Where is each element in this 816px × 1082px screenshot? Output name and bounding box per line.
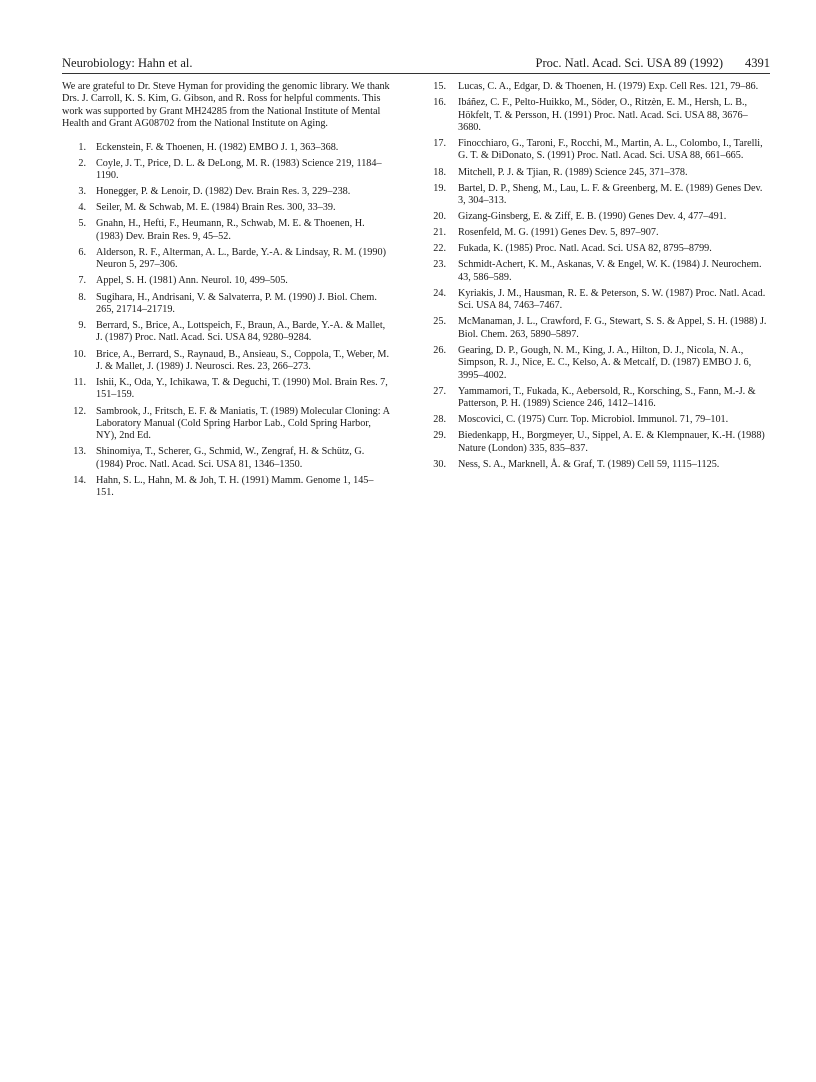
reference-number: 1 . bbox=[62, 142, 86, 154]
reference-number: 23 . bbox=[424, 259, 446, 271]
reference-number: 29 . bbox=[424, 430, 446, 442]
reference-text: Sambrook, J., Fritsch, E. F. & Maniatis, T. (1989) Molecular Cloning: A Laboratory Manual (Cold Spring Harbor Lab., Cold Spring Harbor, NY), 2nd Ed. bbox=[96, 405, 390, 442]
reference-item bbox=[424, 167, 770, 179]
reference-text: Bartel, D. P., Sheng, M., Lau, L. F. & Greenberg, M. E. (1989) Genes Dev. 3, 304–313. bbox=[458, 182, 763, 206]
reference-text: Gearing, D. P., Gough, N. M., King, J. A., Hilton, D. J., Nicola, N. A., Simpson, R. J., Nice, E. C., Kelso, A. & Metcalf, D. (1987) EMBO J. 6, 3995–4002. bbox=[458, 344, 752, 381]
reference-item bbox=[62, 275, 390, 287]
reference-text: Rosenfeld, M. G. (1991) Genes Dev. 5, 897–907. bbox=[458, 227, 659, 239]
header-rule bbox=[62, 73, 770, 74]
reference-text: Honegger, P. & Lenoir, D. (1982) Dev. Brain Res. 3, 229–238. bbox=[96, 186, 351, 198]
reference-number: 28 . bbox=[424, 414, 446, 426]
reference-text: Seiler, M. & Schwab, M. E. (1984) Brain Res. 300, 33–39. bbox=[96, 202, 336, 214]
reference-item bbox=[424, 345, 770, 382]
reference-text: Ness, S. A., Marknell, Å. & Graf, T. (1989) Cell 59, 1115–1125. bbox=[458, 458, 720, 470]
reference-number: 5 . bbox=[62, 218, 86, 230]
reference-text: Gnahn, H., Hefti, F., Heumann, R., Schwab, M. E. & Thoenen, H. (1983) Dev. Brain Res. 9, 45–52. bbox=[96, 218, 365, 242]
reference-number: 16 . bbox=[424, 97, 446, 109]
reference-number: 27 . bbox=[424, 386, 446, 398]
reference-text: Shinomiya, T., Scherer, G., Schmid, W., Zengraf, H. & Schütz, G. (1984) Proc. Natl. Acad. Sci. USA 81, 1346–1350. bbox=[96, 446, 365, 470]
reference-text: Schmidt-Achert, K. M., Askanas, V. & Engel, W. K. (1984) J. Neurochem. 43, 586–589. bbox=[458, 259, 762, 283]
right-column bbox=[424, 81, 770, 475]
reference-text: Lucas, C. A., Edgar, D. & Thoenen, H. (1979) Exp. Cell Res. 121, 79–86. bbox=[458, 81, 759, 92]
reference-list-left bbox=[62, 142, 390, 500]
reference-item bbox=[62, 406, 390, 443]
reference-text: McManaman, J. L., Crawford, F. G., Stewart, S. S. & Appel, S. H. (1988) J. Biol. Chem. 263, 5890–5897. bbox=[458, 316, 767, 340]
reference-item bbox=[62, 202, 390, 214]
reference-text: Coyle, J. T., Price, D. L. & DeLong, M. R. (1983) Science 219, 1184–1190. bbox=[96, 157, 382, 182]
reference-item bbox=[62, 292, 390, 317]
reference-number: 22 . bbox=[424, 243, 446, 255]
reference-item bbox=[424, 386, 770, 411]
reference-number: 25 . bbox=[424, 316, 446, 328]
reference-number: 17 . bbox=[424, 138, 446, 150]
reference-number: 18 . bbox=[424, 167, 446, 179]
reference-text: Biedenkapp, H., Borgmeyer, U., Sippel, A. E. & Klempnauer, K.-H. (1988) Nature (London) 335, 835–837. bbox=[458, 430, 765, 454]
reference-text: Gizang-Ginsberg, E. & Ziff, E. B. (1990) Genes Dev. 4, 477–491. bbox=[458, 211, 727, 223]
reference-item bbox=[424, 183, 770, 208]
reference-number: 2 . bbox=[62, 158, 86, 170]
reference-number: 30 . bbox=[424, 459, 446, 471]
reference-item bbox=[424, 259, 770, 284]
reference-number: 8 . bbox=[62, 292, 86, 304]
reference-item bbox=[424, 81, 770, 93]
reference-number: 12 . bbox=[62, 406, 86, 418]
reference-number: 11 . bbox=[62, 377, 86, 389]
reference-text: Berrard, S., Brice, A., Lottspeich, F., Braun, A., Barde, Y.-A. & Mallet, J. (1987) Proc. Natl. Acad. Sci. USA 84, 9280–9284. bbox=[96, 320, 386, 344]
reference-list-right bbox=[424, 81, 770, 471]
reference-text: Ishii, K., Oda, Y., Ichikawa, T. & Deguchi, T. (1990) Mol. Brain Res. 7, 151–159. bbox=[96, 377, 388, 401]
running-header bbox=[62, 56, 770, 72]
reference-text: Sugihara, H., Andrisani, V. & Salvaterra, P. M. (1990) J. Biol. Chem. 265, 21714–21719. bbox=[96, 291, 377, 315]
page-number: 4391 bbox=[745, 56, 770, 70]
journal-citation: Proc. Natl. Acad. Sci. USA 89 (1992) bbox=[535, 56, 723, 70]
reference-item bbox=[424, 97, 770, 134]
reference-item bbox=[424, 459, 770, 471]
reference-item bbox=[62, 247, 390, 272]
reference-item bbox=[424, 430, 770, 455]
reference-number: 9 . bbox=[62, 320, 86, 332]
reference-number: 3 . bbox=[62, 186, 86, 198]
reference-item bbox=[424, 243, 770, 255]
reference-item bbox=[62, 186, 390, 198]
reference-number: 24 . bbox=[424, 288, 446, 300]
reference-text: Finocchiaro, G., Taroni, F., Rocchi, M., Martin, A. L., Colombo, I., Tarelli, G. T. & DiDonato, S. (1991) Proc. Natl. Acad. Sci. USA 88, 661–665. bbox=[458, 138, 763, 162]
reference-item bbox=[62, 349, 390, 374]
reference-number: 10 . bbox=[62, 349, 86, 361]
reference-item bbox=[424, 414, 770, 426]
reference-number: 26 . bbox=[424, 345, 446, 357]
left-column bbox=[62, 81, 390, 503]
reference-number: 19 . bbox=[424, 183, 446, 195]
reference-number: 14 . bbox=[62, 475, 86, 487]
reference-item bbox=[424, 211, 770, 223]
reference-number: 15 . bbox=[424, 81, 446, 93]
reference-item bbox=[62, 377, 390, 402]
reference-text: Mitchell, P. J. & Tjian, R. (1989) Science 245, 371–378. bbox=[458, 166, 688, 178]
reference-number: 6 . bbox=[62, 247, 86, 259]
reference-item bbox=[424, 138, 770, 163]
reference-text: Hahn, S. L., Hahn, M. & Joh, T. H. (1991) Mamm. Genome 1, 145–151. bbox=[96, 474, 374, 499]
reference-number: 4 . bbox=[62, 202, 86, 214]
reference-text: Kyriakis, J. M., Hausman, R. E. & Peterson, S. W. (1987) Proc. Natl. Acad. Sci. USA 84, 7463–7467. bbox=[458, 287, 766, 312]
reference-item bbox=[62, 158, 390, 183]
reference-item bbox=[62, 142, 390, 154]
reference-text: Eckenstein, F. & Thoenen, H. (1982) EMBO J. 1, 363–368. bbox=[96, 141, 339, 153]
reference-text: Fukada, K. (1985) Proc. Natl. Acad. Sci. USA 82, 8795–8799. bbox=[458, 243, 712, 255]
reference-item bbox=[424, 227, 770, 239]
acknowledgment: We are grateful to Dr. Steve Hyman for providing the genomic library. We thank Drs. J. Carroll, K. S. Kim, G. Gibson, and R. Ross for helpful comments. This work was supported by Grant MH24285 from the National Institute of Mental Health and Grant AG08702 from the National Institute on Aging. bbox=[62, 81, 390, 130]
reference-number: 13 . bbox=[62, 446, 86, 458]
reference-item bbox=[62, 446, 390, 471]
reference-number: 20 . bbox=[424, 211, 446, 223]
reference-text: Brice, A., Berrard, S., Raynaud, B., Ansieau, S., Coppola, T., Weber, M. J. & Mallet, J. (1989) J. Neurosci. Res. 23, 266–273. bbox=[96, 348, 390, 372]
running-head-left: Neurobiology: Hahn et al. bbox=[62, 56, 193, 70]
reference-number: 7 . bbox=[62, 275, 86, 287]
reference-item bbox=[424, 316, 770, 341]
reference-item bbox=[62, 475, 390, 500]
reference-text: Alderson, R. F., Alterman, A. L., Barde, Y.-A. & Lindsay, R. M. (1990) Neuron 5, 297–306. bbox=[96, 246, 386, 271]
reference-text: Moscovici, C. (1975) Curr. Top. Microbiol. Immunol. 71, 79–101. bbox=[458, 414, 729, 426]
reference-item bbox=[424, 288, 770, 313]
reference-item bbox=[62, 218, 390, 243]
running-head-right bbox=[536, 56, 770, 71]
reference-item bbox=[62, 320, 390, 345]
reference-text: Yammamori, T., Fukada, K., Aebersold, R., Korsching, S., Fann, M.-J. & Patterson, P. H. (1989) Science 246, 1412–1416. bbox=[458, 385, 756, 410]
reference-text: Ibáñez, C. F., Pelto-Huikko, M., Söder, O., Ritzèn, E. M., Hersh, L. B., Hökfelt, T. & Persson, H. (1991) Proc. Natl. Acad. Sci. USA 88, 3676–3680. bbox=[458, 97, 748, 133]
reference-text: Appel, S. H. (1981) Ann. Neurol. 10, 499–505. bbox=[96, 275, 288, 287]
reference-number: 21 . bbox=[424, 227, 446, 239]
